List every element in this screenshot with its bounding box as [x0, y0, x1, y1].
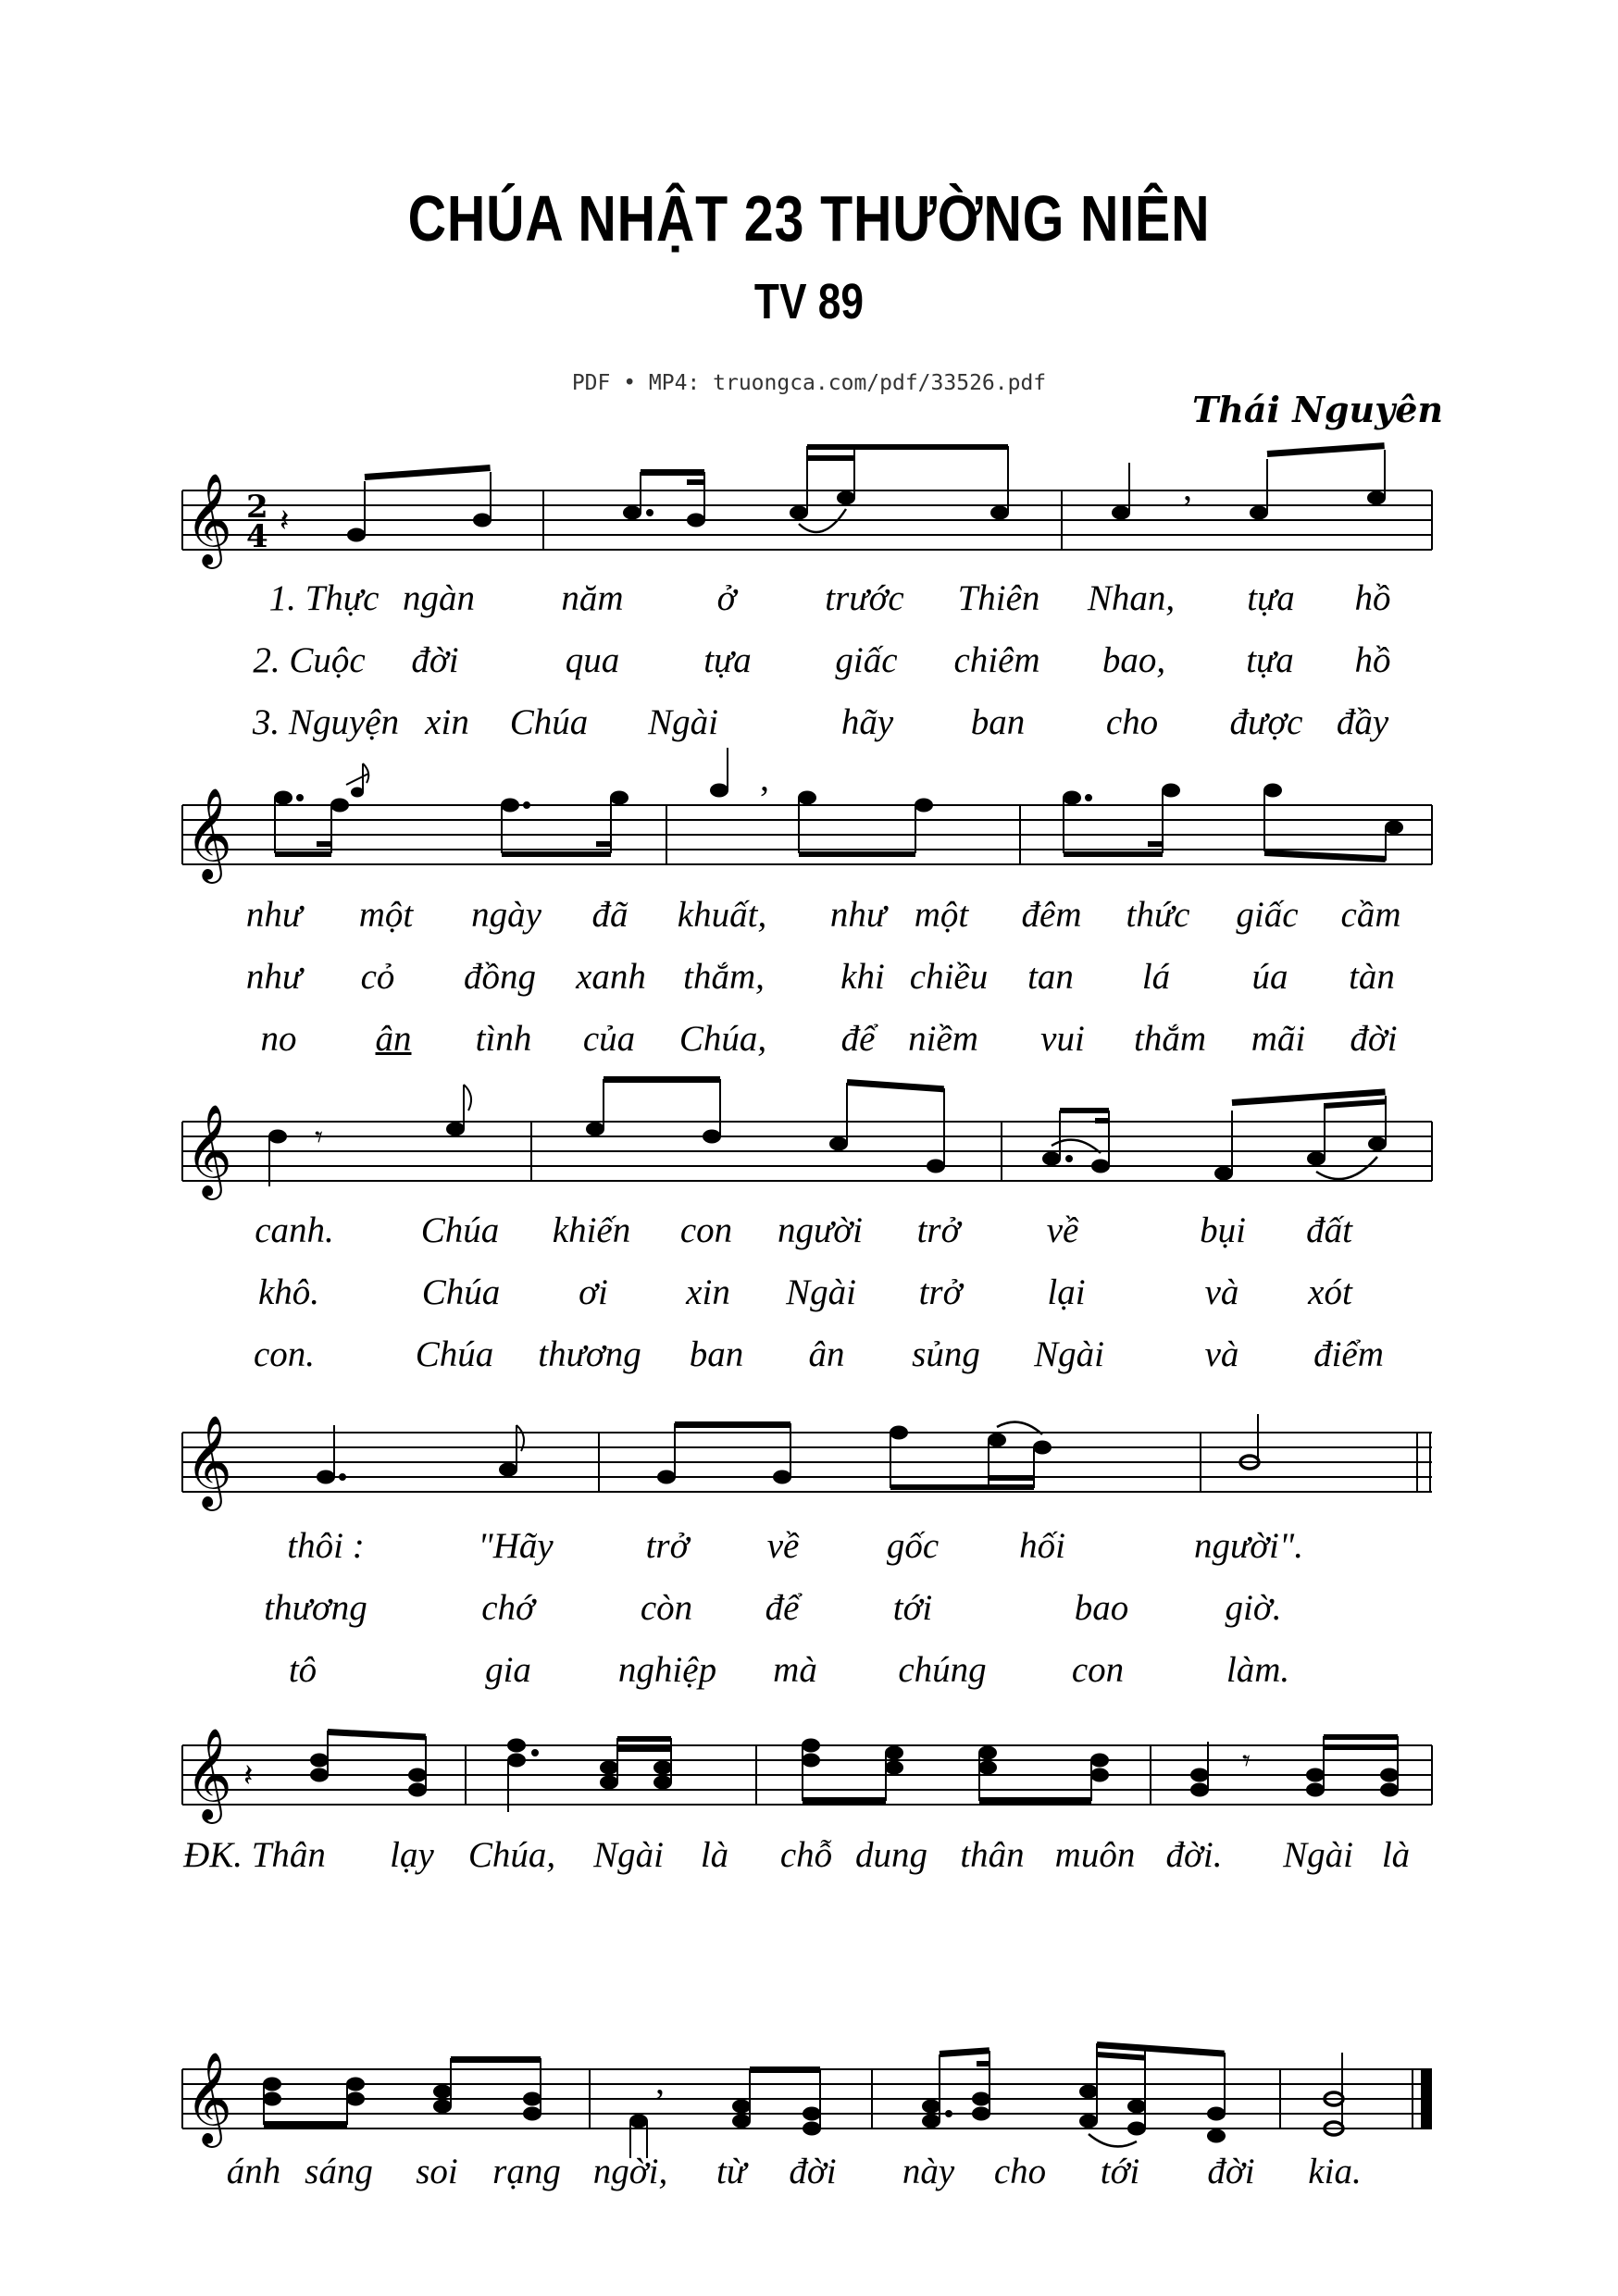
lyric-syllable: Ngài — [1034, 1334, 1104, 1374]
lyric-syllable: hãy — [840, 702, 894, 742]
lyric-syllable: niềm — [908, 1019, 978, 1059]
lyric-syllable: khi — [840, 957, 885, 997]
lyric-syllable: Chúa — [421, 1272, 501, 1312]
lyric-syllable: Chúa — [415, 1334, 494, 1374]
lyric-syllable: ban — [689, 1334, 744, 1374]
lyric-syllable: trước — [825, 578, 904, 618]
treble-clef-icon: 𝄞 — [185, 788, 232, 880]
lyric-syllable: là — [700, 1835, 729, 1875]
lyric-syllable: lá — [1141, 957, 1171, 997]
staff-system-1 — [0, 416, 1618, 602]
lyric-syllable: ơi — [579, 1272, 608, 1312]
lyric-syllable: Ngài — [648, 702, 718, 742]
lyric-syllable: chiều — [909, 957, 989, 997]
lyric-syllable: tựa — [1247, 578, 1295, 618]
lyric-syllable: để — [840, 1019, 876, 1059]
lyric-syllable: tới — [1100, 2152, 1140, 2191]
lyric-syllable: con. — [253, 1334, 316, 1374]
lyric-syllable: tới — [892, 1588, 933, 1628]
lyric-syllable: ánh — [226, 2152, 281, 2191]
lyric-syllable: và — [1204, 1272, 1239, 1312]
lyric-syllable: để — [765, 1588, 800, 1628]
lyric-syllable: cầm — [1340, 895, 1401, 935]
lyric-syllable: khô. — [257, 1272, 320, 1312]
lyric-syllable: vui — [1040, 1019, 1085, 1059]
lyric-syllable: sáng — [305, 2152, 373, 2191]
lyric-syllable: tựa — [703, 640, 752, 680]
lyric-syllable: Chúa, — [467, 1835, 556, 1875]
psalm-subtitle: TV 89 — [753, 274, 865, 329]
lyric-syllable: chiêm — [953, 640, 1040, 680]
lyric-syllable: gốc — [886, 1526, 940, 1566]
lyric-syllable: thắm, — [683, 957, 765, 997]
lyric-syllable: người". — [1193, 1526, 1304, 1566]
lyric-syllable: xin — [686, 1272, 730, 1312]
song-title: CHÚA NHẬT 23 THƯỜNG NIÊN — [407, 182, 1211, 254]
lyric-syllable: giấc — [835, 640, 898, 680]
lyric-syllable: đời — [789, 2152, 837, 2191]
lyric-syllable: Ngài — [1283, 1835, 1353, 1875]
svg-text:𝄾: 𝄾 — [1242, 1743, 1251, 1780]
lyric-syllable: khuất, — [677, 895, 767, 935]
lyric-syllable: làm. — [1226, 1650, 1290, 1690]
notes — [348, 442, 1385, 540]
lyric-syllable: đời. — [1165, 1835, 1223, 1875]
lyric-syllable: đất — [1306, 1210, 1352, 1250]
lyric-syllable: ban — [970, 702, 1026, 742]
lyric-syllable: đời — [411, 640, 459, 680]
lyric-syllable: cỏ — [360, 957, 395, 997]
final-barline — [1421, 2069, 1432, 2128]
lyric-syllable: nghiệp — [617, 1650, 717, 1690]
lyric-syllable: ngày — [471, 895, 541, 935]
lyric-syllable: bụi — [1200, 1210, 1246, 1250]
treble-clef-icon: 𝄞 — [185, 473, 232, 565]
lyric-syllable: mãi — [1251, 1019, 1306, 1059]
lyric-syllable: 3. Nguyện — [252, 702, 400, 742]
lyric-syllable: này — [902, 2152, 955, 2191]
treble-clef-icon: 𝄞 — [185, 1415, 232, 1508]
lyric-syllable: điểm — [1313, 1334, 1384, 1374]
svg-text:,: , — [655, 2060, 665, 2102]
lyric-syllable: thương — [538, 1334, 641, 1374]
lyric-syllable: như — [245, 895, 303, 935]
lyric-syllable: lại — [1047, 1272, 1086, 1312]
lyric-syllable: Nhan, — [1087, 578, 1176, 618]
lyric-syllable: qua — [565, 640, 620, 680]
lyric-syllable: hồ — [1354, 640, 1391, 680]
lyric-syllable: đêm — [1021, 895, 1082, 935]
lyric-syllable: trở — [645, 1526, 690, 1566]
lyric-syllable: tựa — [1246, 640, 1294, 680]
lyric-syllable: úa — [1251, 957, 1288, 997]
lyric-syllable: xót — [1308, 1272, 1352, 1312]
lyric-syllable: trở — [918, 1272, 963, 1312]
lyric-syllable: bao, — [1101, 640, 1166, 680]
lyric-syllable: tan — [1027, 957, 1074, 997]
lyric-syllable: như — [829, 895, 887, 935]
notes — [269, 1076, 1386, 1186]
lyric-syllable: còn — [640, 1588, 693, 1628]
lyric-syllable: con — [679, 1210, 733, 1250]
lyric-syllable: hồ — [1354, 578, 1391, 618]
treble-clef-icon: 𝄞 — [185, 1104, 232, 1197]
lyric-syllable: Chúa — [420, 1210, 500, 1250]
lyric-syllable: đã — [591, 895, 629, 935]
lyric-syllable: xanh — [576, 957, 646, 997]
lyric-syllable: ĐK. Thân — [183, 1835, 326, 1875]
lyric-syllable: chỗ — [779, 1835, 833, 1875]
lyric-syllable: giấc — [1236, 895, 1299, 935]
lyric-syllable: thôi : — [287, 1526, 365, 1566]
lyric-syllable: "Hãy — [478, 1526, 554, 1566]
lyric-syllable: và — [1204, 1334, 1239, 1374]
quarter-rest-icon: 𝄽 — [280, 503, 290, 540]
lyric-syllable: ân — [808, 1334, 845, 1374]
lyric-syllable: mà — [773, 1650, 817, 1690]
lyric-syllable: đời — [1207, 2152, 1255, 2191]
lyric-syllable: Chúa, — [678, 1019, 767, 1059]
quarter-rest-icon: 𝄽 — [243, 1757, 254, 1794]
lyric-syllable-underlined: ân — [375, 1019, 412, 1059]
notes — [311, 1729, 1398, 1812]
lyric-syllable: Thiên — [957, 578, 1040, 618]
lyric-syllable: lạy — [390, 1835, 434, 1875]
lyric-syllable: tình — [475, 1019, 532, 1059]
lyric-syllable: cho — [993, 2152, 1047, 2191]
lyric-syllable: là — [1381, 1835, 1411, 1875]
lyric-syllable: cho — [1105, 702, 1159, 742]
svg-text:𝄾: 𝄾 — [315, 1119, 324, 1156]
lyric-syllable: giờ. — [1225, 1588, 1282, 1628]
lyric-syllable: xin — [425, 702, 469, 742]
lyric-syllable: 1. Thực — [268, 578, 380, 618]
lyric-syllable: gia — [485, 1650, 531, 1690]
lyric-syllable: no — [260, 1019, 297, 1059]
lyric-syllable: chớ — [481, 1588, 535, 1628]
staff-system-2 — [0, 731, 1618, 916]
svg-text:,: , — [760, 757, 769, 799]
lyric-syllable: Ngài — [593, 1835, 664, 1875]
staff-system-4 — [0, 1359, 1618, 1544]
lyric-syllable: thương — [264, 1588, 367, 1628]
lyric-syllable: 2. Cuộc — [253, 640, 366, 680]
lyric-syllable: tô — [288, 1650, 317, 1690]
lyric-syllable: về — [1046, 1210, 1079, 1250]
lyric-syllable: đầy — [1336, 702, 1389, 742]
lyric-syllable: thức — [1126, 895, 1190, 935]
svg-text:,: , — [1183, 466, 1192, 508]
lyric-syllable: soi — [416, 2152, 458, 2191]
lyric-syllable: của — [582, 1019, 636, 1059]
notes — [264, 2042, 1343, 2158]
lyric-syllable: khiến — [552, 1210, 631, 1250]
lyric-syllable: ngời, — [592, 2152, 668, 2191]
lyric-syllable: một — [914, 895, 969, 935]
staff-system-3 — [0, 1048, 1618, 1233]
lyric-syllable: kia. — [1308, 2152, 1362, 2191]
lyric-syllable: con — [1071, 1650, 1125, 1690]
lyric-syllable: về — [766, 1526, 800, 1566]
composer-name: Thái Nguyên — [1192, 389, 1444, 430]
lyric-syllable: thân — [960, 1835, 1025, 1875]
lyric-syllable: rạng — [492, 2152, 561, 2191]
treble-clef-icon: 𝄞 — [185, 1728, 232, 1820]
staff-system-5 — [0, 1671, 1618, 1856]
lyric-syllable: một — [358, 895, 414, 935]
lyric-syllable: sủng — [912, 1334, 980, 1374]
lyric-syllable: tàn — [1349, 957, 1395, 997]
lyric-syllable: chúng — [898, 1650, 987, 1690]
lyric-syllable: canh. — [255, 1210, 334, 1250]
lyric-syllable: như — [245, 957, 303, 997]
lyric-syllable: được — [1229, 702, 1303, 742]
lyric-syllable: dung — [855, 1835, 927, 1875]
lyric-syllable: ngàn — [403, 578, 475, 618]
lyric-syllable: Chúa — [509, 702, 589, 742]
lyric-syllable: Ngài — [786, 1272, 856, 1312]
source-link[interactable]: PDF • MP4: truongca.com/pdf/33526.pdf — [571, 371, 1047, 395]
treble-clef-icon: 𝄞 — [185, 2052, 232, 2144]
notes — [317, 1414, 1259, 1490]
lyric-syllable: đời — [1350, 1019, 1398, 1059]
lyric-syllable: thắm — [1134, 1019, 1206, 1059]
lyric-syllable: hối — [1019, 1526, 1065, 1566]
time-signature-top: 2 — [246, 489, 268, 526]
time-signature-bottom: 4 — [246, 518, 268, 555]
lyric-syllable: đồng — [464, 957, 536, 997]
lyric-syllable: năm — [561, 578, 624, 618]
lyric-syllable: trở — [916, 1210, 961, 1250]
lyric-syllable: người — [778, 1210, 863, 1250]
lyric-syllable: ở — [716, 578, 737, 618]
lyric-syllable: bao — [1074, 1588, 1129, 1628]
lyric-syllable: từ — [716, 2152, 747, 2191]
lyric-syllable: muôn — [1054, 1835, 1136, 1875]
